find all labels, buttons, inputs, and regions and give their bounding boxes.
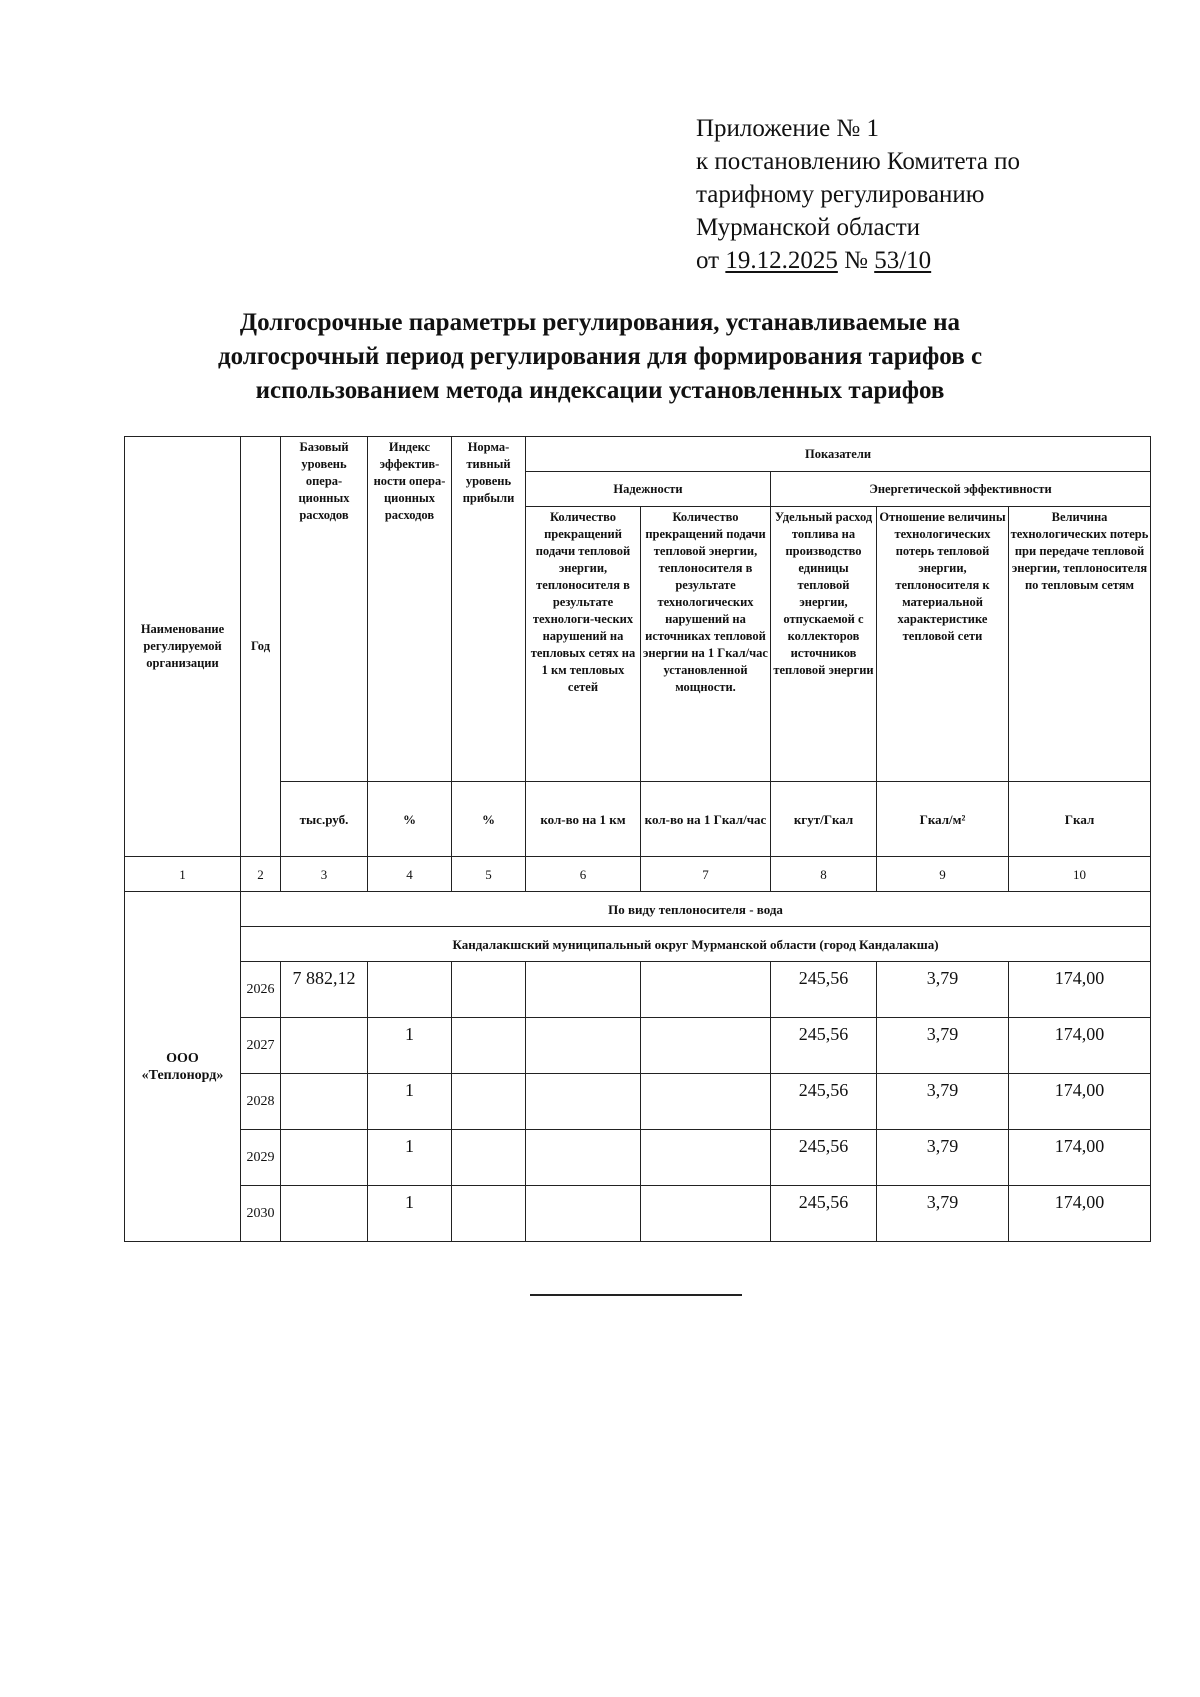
organization-cell xyxy=(125,892,241,1242)
table-row xyxy=(125,1130,1151,1186)
col6-cell xyxy=(526,1130,641,1186)
col8-cell: 245,56 xyxy=(771,1186,877,1242)
profit-cell xyxy=(452,962,526,1018)
col9-cell: 3,79 xyxy=(877,962,1009,1018)
col7-cell xyxy=(641,1074,771,1130)
col8-cell: 245,56 xyxy=(771,1018,877,1074)
index-cell: 1 xyxy=(368,1130,452,1186)
year-cell: 2027 xyxy=(241,1018,281,1074)
appendix-line-3: тарифному регулированию xyxy=(696,181,985,208)
header-profit-level: Норма-тивный уровень прибыли xyxy=(452,437,526,782)
index-cell: 1 xyxy=(368,1186,452,1242)
table-row xyxy=(125,962,1151,1018)
header-org: Наименование регулируемой организации xyxy=(125,437,241,857)
section-heat-carrier: По виду теплоносителя - вода xyxy=(241,892,1151,927)
unit-col9: Гкал/м² xyxy=(877,782,1009,857)
year-cell: 2028 xyxy=(241,1074,281,1130)
year-cell: 2026 xyxy=(241,962,281,1018)
base-cell xyxy=(281,1018,368,1074)
header-col9: Отношение величины технологических потерь тепловой энергии, теплоносителя к материальной характеристике тепловой сети xyxy=(877,507,1009,782)
col6-cell xyxy=(526,1074,641,1130)
header-base-level: Базовый уровень опера-ционных расходов xyxy=(281,437,368,782)
column-number: 1 xyxy=(125,857,241,892)
col10-cell: 174,00 xyxy=(1009,1186,1151,1242)
col7-cell xyxy=(641,1018,771,1074)
col9-cell: 3,79 xyxy=(877,1074,1009,1130)
col6-cell xyxy=(526,1186,641,1242)
col9-cell: 3,79 xyxy=(877,1186,1009,1242)
base-cell xyxy=(281,1130,368,1186)
profit-cell xyxy=(452,1018,526,1074)
appendix-line-1: Приложение № 1 xyxy=(696,115,880,142)
index-cell: 1 xyxy=(368,1074,452,1130)
col7-cell xyxy=(641,1130,771,1186)
title-line-3: использованием метода индексации установленных тарифов xyxy=(255,377,945,404)
org-line-2: «Теплонорд» xyxy=(141,1067,224,1083)
unit-index: % xyxy=(368,782,452,857)
profit-cell xyxy=(452,1074,526,1130)
resolution-date: 19.12.2025 xyxy=(725,247,838,274)
column-number: 3 xyxy=(281,857,368,892)
header-year: Год xyxy=(241,437,281,857)
unit-profit: % xyxy=(452,782,526,857)
year-cell: 2029 xyxy=(241,1130,281,1186)
column-number: 4 xyxy=(368,857,452,892)
appendix-block xyxy=(696,112,1020,277)
profit-cell xyxy=(452,1130,526,1186)
document-title xyxy=(150,306,1050,408)
title-line-2: долгосрочный период регулирования для формирования тарифов с xyxy=(217,343,983,370)
col9-cell: 3,79 xyxy=(877,1018,1009,1074)
col10-cell: 174,00 xyxy=(1009,962,1151,1018)
col8-cell: 245,56 xyxy=(771,1130,877,1186)
title-line-1: Долгосрочные параметры регулирования, устанавливаемые на xyxy=(239,309,961,336)
table-row xyxy=(125,1018,1151,1074)
appendix-line-4: Мурманской области xyxy=(696,214,921,241)
profit-cell xyxy=(452,1186,526,1242)
index-cell xyxy=(368,962,452,1018)
base-cell xyxy=(281,1074,368,1130)
section-territory: Кандалакшский муниципальный округ Мурманской области (город Кандалакша) xyxy=(241,927,1151,962)
parameters-table xyxy=(124,436,1151,1242)
appendix-date-line xyxy=(696,244,1020,277)
header-col7: Количество прекращений подачи тепловой энергии, теплоносителя в результате технологических нарушений на источниках тепловой энергии на 1 Гкал/час установленной мощности. xyxy=(641,507,771,782)
column-numbers-row xyxy=(125,857,1151,892)
column-number: 5 xyxy=(452,857,526,892)
header-efficiency-index: Индекс эффектив-ности опера-ционных расходов xyxy=(368,437,452,782)
end-separator-line xyxy=(530,1294,742,1296)
col10-cell: 174,00 xyxy=(1009,1018,1151,1074)
header-col6: Количество прекращений подачи тепловой энергии, теплоносителя в результате технологи-ческих нарушений на тепловых сетях на 1 км тепловых сетей xyxy=(526,507,641,782)
header-energy-efficiency: Энергетической эффективности xyxy=(771,472,1151,507)
number-prefix: № xyxy=(844,247,868,274)
unit-col8: кгут/Гкал xyxy=(771,782,877,857)
header-reliability: Надежности xyxy=(526,472,771,507)
column-number: 2 xyxy=(241,857,281,892)
base-cell xyxy=(281,1186,368,1242)
header-col8: Удельный расход топлива на производство единицы тепловой энергии, отпускаемой с коллекторов источников тепловой энергии xyxy=(771,507,877,782)
header-indicators: Показатели xyxy=(526,437,1151,472)
col8-cell: 245,56 xyxy=(771,1074,877,1130)
unit-col7: кол-во на 1 Гкал/час xyxy=(641,782,771,857)
column-number: 7 xyxy=(641,857,771,892)
column-number: 9 xyxy=(877,857,1009,892)
col8-cell: 245,56 xyxy=(771,962,877,1018)
org-line-1: ООО xyxy=(166,1050,199,1066)
col7-cell xyxy=(641,962,771,1018)
date-prefix: от xyxy=(696,247,720,274)
col7-cell xyxy=(641,1186,771,1242)
column-number: 6 xyxy=(526,857,641,892)
index-cell: 1 xyxy=(368,1018,452,1074)
table-row xyxy=(125,1074,1151,1130)
col9-cell: 3,79 xyxy=(877,1130,1009,1186)
unit-col10: Гкал xyxy=(1009,782,1151,857)
table-row xyxy=(125,1186,1151,1242)
year-cell: 2030 xyxy=(241,1186,281,1242)
resolution-number: 53/10 xyxy=(874,247,932,274)
header-col10: Величина технологических потерь при передаче тепловой энергии, теплоносителя по тепловым сетям xyxy=(1009,507,1151,782)
column-number: 10 xyxy=(1009,857,1151,892)
base-cell: 7 882,12 xyxy=(281,962,368,1018)
appendix-line-2: к постановлению Комитета по xyxy=(696,148,1021,175)
col10-cell: 174,00 xyxy=(1009,1130,1151,1186)
col10-cell: 174,00 xyxy=(1009,1074,1151,1130)
unit-col6: кол-во на 1 км xyxy=(526,782,641,857)
col6-cell xyxy=(526,1018,641,1074)
column-number: 8 xyxy=(771,857,877,892)
col6-cell xyxy=(526,962,641,1018)
unit-base: тыс.руб. xyxy=(281,782,368,857)
